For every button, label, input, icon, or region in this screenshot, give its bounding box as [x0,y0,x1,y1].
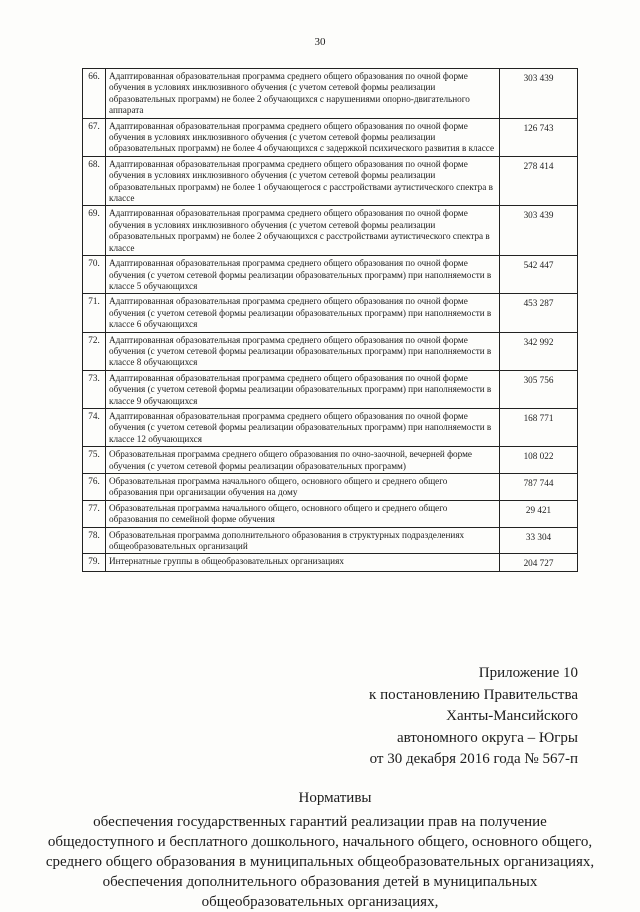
row-number: 78. [83,527,106,554]
row-value: 108 022 [500,447,578,474]
row-value: 787 744 [500,474,578,501]
row-number: 69. [83,206,106,256]
table-row [83,370,578,408]
table-row [83,206,578,256]
row-value: 126 743 [500,118,578,156]
row-description: Адаптированная образовательная программа среднего общего образования по очной форме обучения (с учетом сетевой формы реализации образовательных программ) при наполняемости в классе 5 обучающихся [106,256,500,294]
row-value: 305 756 [500,370,578,408]
table-row [83,332,578,370]
table-row [83,294,578,332]
row-description: Адаптированная образовательная программа среднего общего образования по очной форме обучения (с учетом сетевой формы реализации образовательных программ) при наполняемости в классе 12 обучающихся [106,408,500,446]
row-value: 278 414 [500,156,578,206]
row-number: 73. [83,370,106,408]
table-row [83,118,578,156]
row-description: Адаптированная образовательная программа среднего общего образования по очной форме обучения в условиях инклюзивного обучения (с учетом сетевой формы реализации образовательных программ) не более 2 обучающихся с нарушениями опорно-двигательного аппарата [106,69,500,119]
row-value: 303 439 [500,206,578,256]
table-row [83,527,578,554]
appendix-line: автономного округа – Югры [396,729,578,746]
row-number: 67. [83,118,106,156]
appendix-date: от 30 декабря 2016 года № 567-п [369,751,578,767]
table-row [83,256,578,294]
appendix-line: к постановлению Правительства [369,686,578,703]
row-description: Адаптированная образовательная программа среднего общего образования по очной форме обучения в условиях инклюзивного обучения (с учетом сетевой формы реализации образовательных программ) не более 1 обучающегося с расстройствами аутистического спектра в классе [106,156,500,206]
table-row [83,474,578,501]
row-value: 342 992 [500,332,578,370]
row-description: Образовательная программа начального общего, основного общего и среднего общего образования по семейной форме обучения [106,500,500,527]
row-number: 79. [83,554,106,571]
row-description: Адаптированная образовательная программа среднего общего образования по очной форме обучения (с учетом сетевой формы реализации образовательных программ) при наполняемости в классе 9 обучающихся [106,370,500,408]
row-number: 76. [83,474,106,501]
row-number: 66. [83,69,106,119]
appendix-reference [369,663,578,771]
norms-table [82,68,578,572]
section-description: обеспечения государственных гарантий реализации прав на получение общедоступного и бесплатного дошкольного, начального общего, основного общего, среднего общего образования в муниципальных общеобразовательных организациях, обеспечения дополнительного образования детей в муниципальных общеобразовательных организациях, [45,814,595,910]
table-row [83,156,578,206]
row-number: 68. [83,156,106,206]
table-row [83,69,578,119]
row-number: 72. [83,332,106,370]
row-description: Адаптированная образовательная программа среднего общего образования по очной форме обучения в условиях инклюзивного обучения (с учетом сетевой формы реализации образовательных программ) не более 2 обучающихся с расстройствами аутистического спектра в классе [106,206,500,256]
row-number: 75. [83,447,106,474]
row-description: Адаптированная образовательная программа среднего общего образования по очной форме обучения в условиях инклюзивного обучения (с учетом сетевой формы реализации образовательных программ) не более 4 обучающихся с задержкой психического развития в классе [106,118,500,156]
section-title: Нормативы [298,790,372,806]
row-number: 70. [83,256,106,294]
row-description: Образовательная программа дополнительного образования в структурных подразделениях общеобразовательных организаций [106,527,500,554]
row-value: 303 439 [500,69,578,119]
row-description: Адаптированная образовательная программа среднего общего образования по очной форме обучения (с учетом сетевой формы реализации образовательных программ) при наполняемости в классе 8 обучающихся [106,332,500,370]
appendix-number: Приложение 10 [478,665,578,681]
row-value: 453 287 [500,294,578,332]
table-row [83,554,578,571]
row-number: 74. [83,408,106,446]
row-value: 168 771 [500,408,578,446]
row-description: Образовательная программа начального общего, основного общего и среднего общего образования при организации обучения на дому [106,474,500,501]
row-description: Интернатные группы в общеобразовательных организациях [106,554,500,571]
table-row [83,447,578,474]
row-description: Образовательная программа среднего общего образования по очно-заочной, вечерней форме обучения (с учетом сетевой формы реализации образовательных программ) [106,447,500,474]
row-value: 33 304 [500,527,578,554]
row-value: 204 727 [500,554,578,571]
row-number: 71. [83,294,106,332]
row-number: 77. [83,500,106,527]
table-row [83,500,578,527]
row-value: 29 421 [500,500,578,527]
row-value: 542 447 [500,256,578,294]
page-number: 30 [314,36,326,48]
appendix-line: Ханты-Мансийского [446,708,578,724]
row-description: Адаптированная образовательная программа среднего общего образования по очной форме обучения (с учетом сетевой формы реализации образовательных программ) при наполняемости в классе 6 обучающихся [106,294,500,332]
table-row [83,408,578,446]
